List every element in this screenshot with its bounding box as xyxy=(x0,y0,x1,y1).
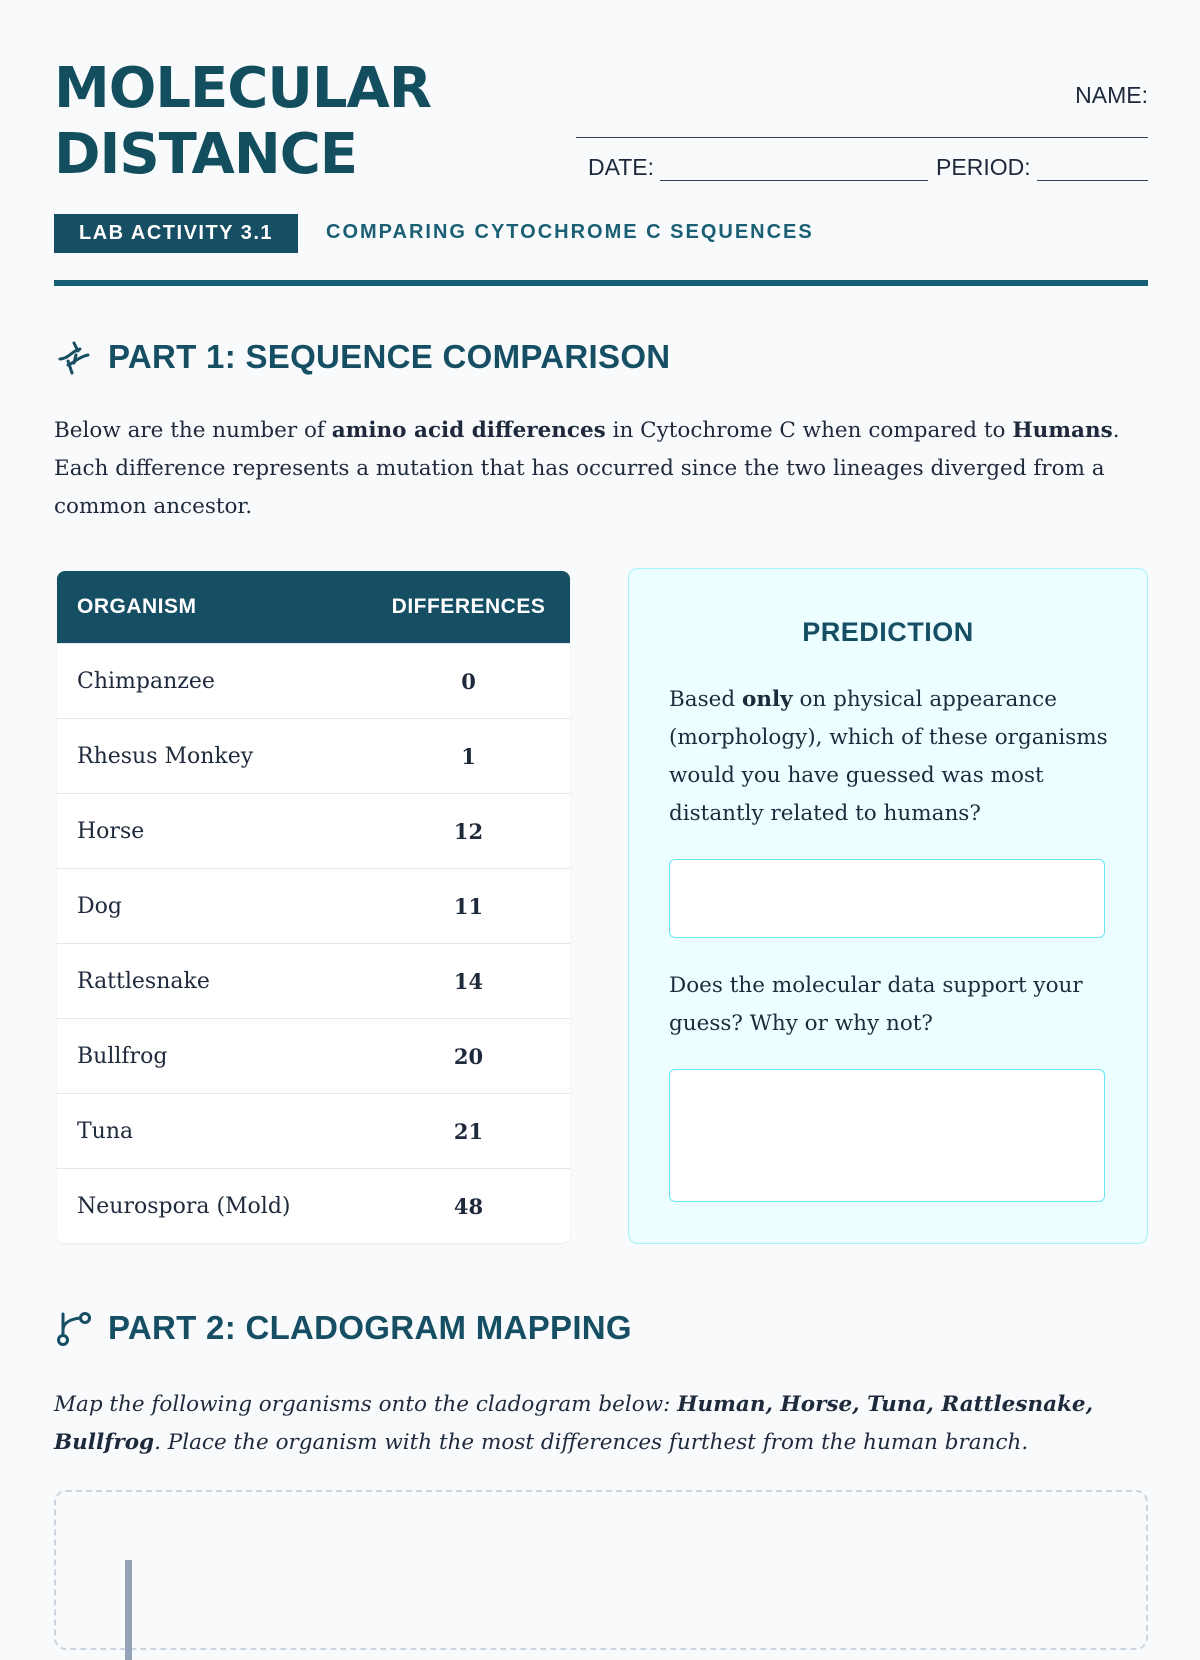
instr-text-a: Map the following organisms onto the cladogram below: xyxy=(54,1392,678,1417)
branch-icon xyxy=(54,1308,94,1348)
prediction-box xyxy=(628,568,1148,1244)
header-differences: DIFFERENCES xyxy=(391,595,546,618)
table-row xyxy=(57,943,570,1018)
organism-cell: Rattlesnake xyxy=(77,968,210,994)
name-field[interactable] xyxy=(576,137,1148,138)
cladogram-area[interactable] xyxy=(54,1490,1148,1650)
organism-cell: Horse xyxy=(77,818,145,844)
differences-cell: 20 xyxy=(453,1043,484,1069)
date-period-row xyxy=(576,154,1148,181)
differences-cell: 48 xyxy=(453,1193,484,1219)
table-row xyxy=(57,868,570,943)
differences-cell: 14 xyxy=(453,968,484,994)
differences-cell: 12 xyxy=(453,818,484,844)
table-row xyxy=(57,1093,570,1168)
part2-heading: PART 2: CLADOGRAM MAPPING xyxy=(108,1309,632,1346)
part2-heading-row xyxy=(54,1308,632,1348)
table-row xyxy=(57,718,570,793)
title-line-2: DISTANCE xyxy=(54,122,358,187)
table-row xyxy=(57,1018,570,1093)
table-row xyxy=(57,643,570,718)
worksheet-page xyxy=(54,0,1148,1600)
organism-cell: Chimpanzee xyxy=(77,668,215,694)
table-header xyxy=(57,571,570,643)
table-row xyxy=(57,793,570,868)
cladogram-trunk xyxy=(125,1560,132,1660)
organism-cell: Rhesus Monkey xyxy=(77,743,254,769)
differences-cell: 1 xyxy=(461,743,476,769)
table-row xyxy=(57,1168,570,1243)
part1-heading: PART 1: SEQUENCE COMPARISON xyxy=(108,338,671,375)
name-label: NAME: xyxy=(1075,82,1148,108)
period-label: PERIOD: xyxy=(936,154,1031,180)
q1-text-c: on physical appearance (morphology), which of these organisms would you have guessed was most distantly related to humans? xyxy=(669,687,1108,826)
date-field[interactable] xyxy=(660,158,928,181)
cytochrome-table xyxy=(57,571,570,1243)
part1-heading-row xyxy=(54,337,670,377)
intro-bold-1: amino acid differences xyxy=(331,418,606,443)
differences-cell: 21 xyxy=(453,1118,484,1144)
intro-text-3: . Each difference represents a mutation that has occurred since the two lineages diverged from a common ancestor. xyxy=(54,418,1120,519)
lab-subtitle: COMPARING CYTOCHROME C SEQUENCES xyxy=(326,221,814,243)
instr-bold: Human, Horse, Tuna, Rattlesnake, Bullfrog xyxy=(54,1392,1094,1455)
prediction-question-2: Does the molecular data support your guess? Why or why not? xyxy=(669,973,1083,1036)
organism-cell: Tuna xyxy=(77,1118,134,1144)
instr-text-c: . Place the organism with the most differences furthest from the human branch. xyxy=(154,1430,1029,1455)
prediction-answer-2[interactable] xyxy=(669,1069,1105,1202)
prediction-answer-1[interactable] xyxy=(669,859,1105,938)
part2-instructions xyxy=(54,1386,1148,1462)
period-field[interactable] xyxy=(1037,158,1148,181)
prediction-question-1 xyxy=(669,681,1111,833)
page-title xyxy=(54,56,431,188)
intro-text-2: in Cytochrome C when compared to xyxy=(605,418,1013,443)
part1-intro xyxy=(54,412,1148,526)
differences-cell: 0 xyxy=(461,668,476,694)
q1-bold: only xyxy=(741,687,793,712)
organism-cell: Bullfrog xyxy=(77,1043,168,1069)
dna-icon xyxy=(54,337,94,377)
q1-text-a: Based xyxy=(669,687,742,712)
organism-cell: Dog xyxy=(77,893,122,919)
prediction-title: PREDICTION xyxy=(802,617,974,647)
lab-activity-badge: LAB ACTIVITY 3.1 xyxy=(54,214,298,253)
header-organism: ORGANISM xyxy=(77,595,197,618)
title-line-1: MOLECULAR xyxy=(54,56,431,121)
date-label: DATE: xyxy=(588,154,655,180)
organism-cell: Neurospora (Mold) xyxy=(77,1193,291,1219)
intro-bold-2: Humans xyxy=(1012,418,1113,443)
header-divider xyxy=(54,280,1148,286)
differences-cell: 11 xyxy=(453,893,484,919)
intro-text-1: Below are the number of xyxy=(54,418,332,443)
